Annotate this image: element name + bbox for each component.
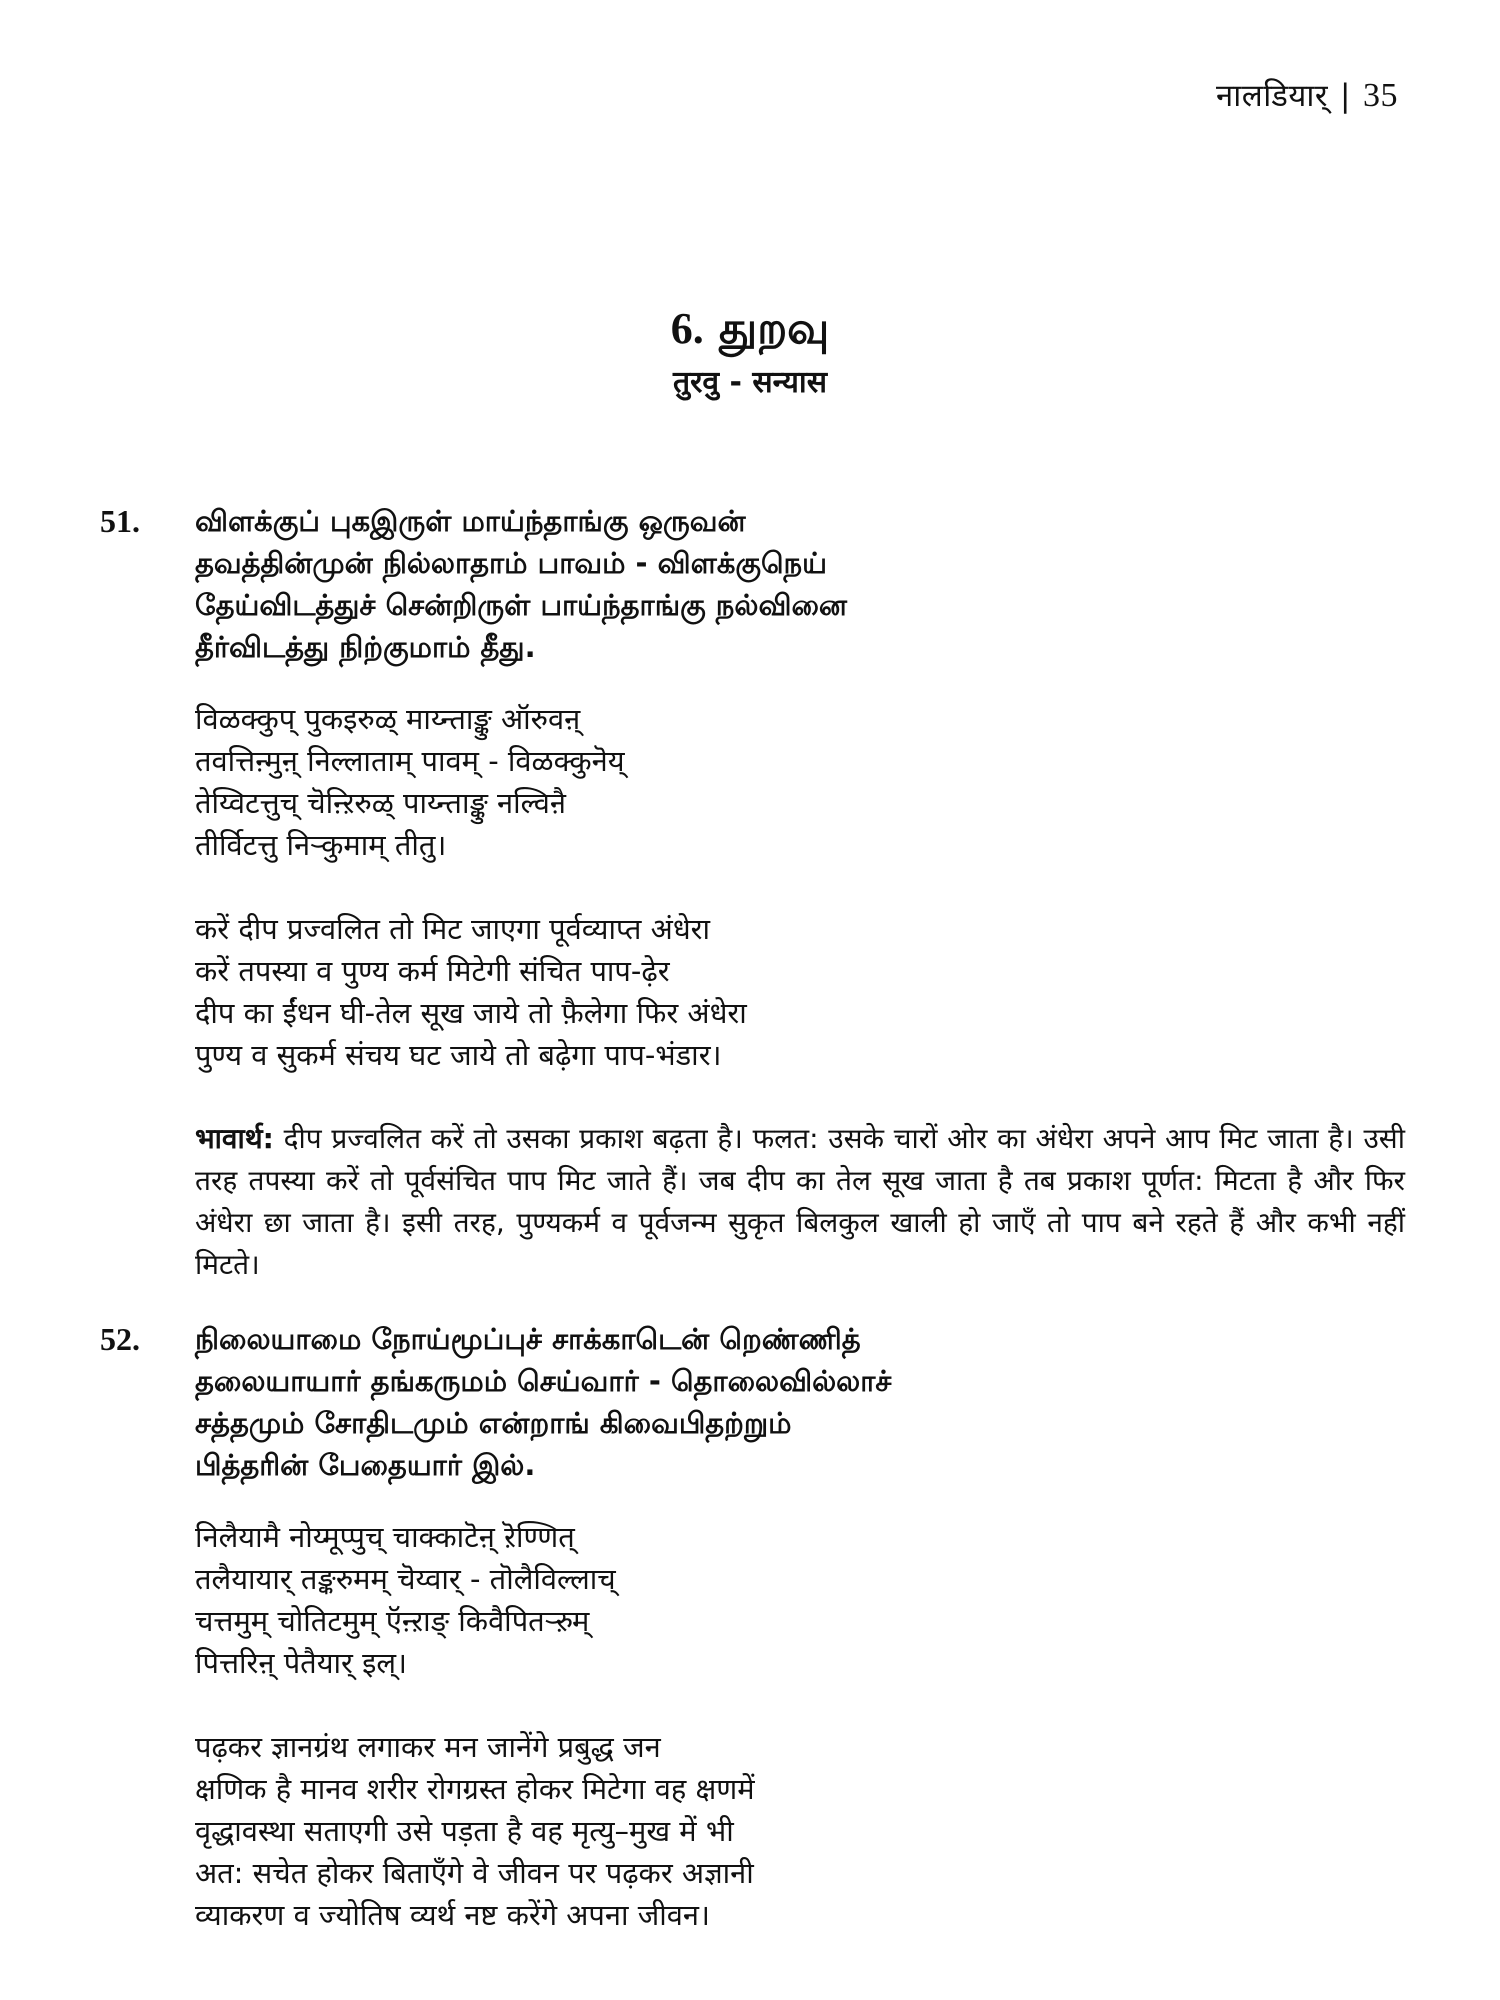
transliteration-line: तेय्विटत्तुच् चॆऩ्ऱिरुळ् पाय्न्ताङ्कु नल्विऩै [195,786,566,820]
meaning-label: भावार्थ: [195,1122,274,1155]
hindi-line: पुण्य व सुकर्म संचय घट जाये तो बढ़ेगा पाप-भंडार। [195,1038,722,1072]
header-separator: | [1340,78,1351,114]
tamil-line: நிலையாமை நோய்மூப்புச் சாக்காடென் றெண்ணித் [195,1322,861,1356]
transliteration [195,698,1405,866]
hindi-line: दीप का ईंधन घी-तेल सूख जाये तो फ़ैलेगा फिर अंधेरा [195,996,747,1030]
running-header [1216,74,1398,116]
hindi-line: करें तपस्या व पुण्य कर्म मिटेगी संचित पाप-ढ़ेर [195,954,670,988]
meaning-text: दीप प्रज्वलित करें तो उसका प्रकाश बढ़ता है। फलत: उसके चारों ओर का अंधेरा अपने आप मिट जाता है। उसी तरह तपस्या करें तो पूर्वसंचित पाप मिट जाते हैं। जब दीप का तेल सूख जाता है तब प्रकाश पूर्णत: मिटता है और फिर अंधेरा छा जाता है। इसी तरह, पुण्यकर्म व पूर्वजन्म सुकृत बिलकुल खाली हो जाएँ तो पाप बने रहते हैं और कभी नहीं मिटते। [195,1122,1405,1281]
hindi-line: वृद्धावस्था सताएगी उसे पड़ता है वह मृत्यु–मुख में भी [195,1814,734,1848]
transliteration-line: तलैयायार् तङ्करुमम् चॆय्वार् - तॊलैविल्लाच् [195,1562,616,1596]
hindi-translation [195,1726,1405,1936]
transliteration-line: चत्तमुम् चोतिटमुम् ऍऩ्ऱाङ् किवैपितऱ्ऱुम् [195,1604,590,1638]
hindi-translation [195,908,1405,1076]
hindi-line: क्षणिक है मानव शरीर रोगग्रस्त होकर मिटेगा वह क्षणमें [195,1772,755,1806]
tamil-line: தவத்தின்முன் நில்லாதாம் பாவம் - விளக்குநெய் [195,546,828,580]
transliteration-line: विळक्कुप् पुकइरुळ् माय्न्ताङ्कु ऑरुवऩ् [195,702,581,736]
chapter-title [0,300,1500,358]
tamil-verse [195,500,1405,668]
hindi-line: अत: सचेत होकर बिताएँगे वे जीवन पर पढ़कर अज्ञानी [195,1856,754,1890]
tamil-line: தலையாயார் தங்கருமம் செய்வார் - தொலைவில்லாச் [195,1364,892,1398]
tamil-line: பித்தரின் பேதையார் இல். [195,1448,536,1482]
transliteration-line: निलैयामै नोय्मूप्पुच् चाक्काटॆऩ् ऱॆण्णित् [195,1520,575,1554]
transliteration-line: तीर्विटत्तु निऱ्कुमाम् तीतु। [195,828,447,862]
hindi-line: पढ़कर ज्ञानग्रंथ लगाकर मन जानेंगे प्रबुद्ध जन [195,1730,661,1764]
chapter-heading [0,300,1500,404]
tamil-line: விளக்குப் புகஇருள் மாய்ந்தாங்கு ஒருவன் [195,504,746,538]
hindi-line: व्याकरण व ज्योतिष व्यर्थ नष्ट करेंगे अपना जीवन। [195,1898,710,1932]
meaning-paragraph [195,1118,1405,1286]
tamil-verse [195,1318,1405,1486]
book-title: नालडियार् [1215,78,1329,114]
tamil-line: தீர்விடத்து நிற்குமாம் தீது. [195,630,536,664]
transliteration [195,1516,1405,1684]
verse-number: 51. [100,503,140,539]
page-number: 35 [1363,77,1398,114]
hindi-line: करें दीप प्रज्वलित तो मिट जाएगा पूर्वव्याप्त अंधेरा [195,912,711,946]
verse-number: 52. [100,1321,140,1357]
tamil-line: சத்தமும் சோதிடமும் என்றாங் கிவைபிதற்றும் [195,1406,792,1440]
chapter-number: 6. [670,304,704,353]
tamil-line: தேய்விடத்துச் சென்றிருள் பாய்ந்தாங்கு நல்வினை [195,588,848,622]
transliteration-line: तवत्तिऩ्मुऩ् निल्लाताम् पावम् - विळक्कुनॆय् [195,744,625,778]
transliteration-line: पित्तरिऩ् पेतैयार् इल्। [195,1646,408,1680]
chapter-title-tamil: துறவு [719,303,830,354]
chapter-subtitle: तुरवु - सन्यास [673,365,827,400]
